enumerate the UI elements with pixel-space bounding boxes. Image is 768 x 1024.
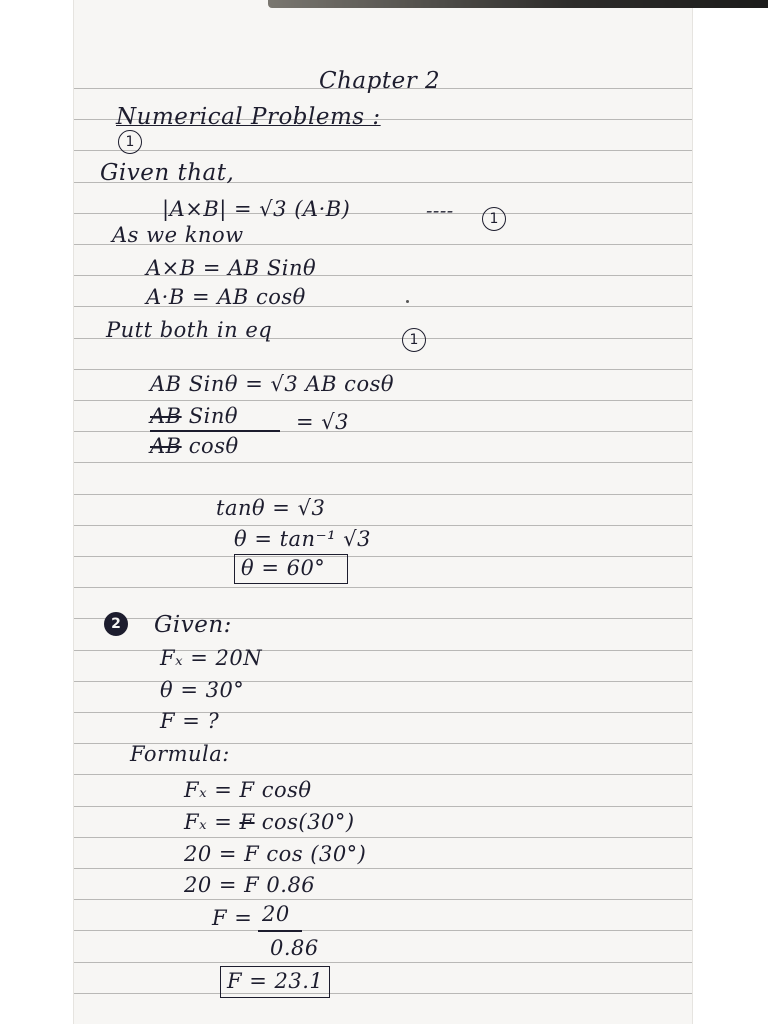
ruled-line — [74, 962, 692, 963]
problem-1-number: 1 — [118, 130, 142, 154]
fraction-2-numerator: 20 — [262, 902, 290, 926]
substitution-3: 20 = F 0.86 — [184, 873, 316, 897]
section-heading: Numerical Problems : — [116, 104, 381, 130]
fraction-2-denominator: 0.86 — [270, 936, 319, 960]
chapter-title: Chapter 2 — [319, 68, 441, 94]
equation-ref-number: 1 — [482, 207, 506, 231]
given-f: F = ? — [160, 709, 220, 733]
ruled-line — [74, 993, 692, 994]
put-equation-ref: 1 — [402, 328, 426, 352]
sub1-struck-f: F — [239, 810, 255, 834]
formula-label: Formula: — [130, 742, 230, 766]
equation-ref-dashes: ---- — [426, 200, 454, 222]
ruled-line — [74, 556, 692, 557]
fraction-equals-root3: = √3 — [296, 410, 350, 434]
ruled-line — [74, 930, 692, 931]
answer-1-box — [234, 554, 348, 584]
notebook-page — [74, 0, 692, 1024]
put-both-text: Putt both in eq — [106, 318, 273, 342]
numerator-rest: Sinθ — [181, 404, 239, 428]
ruled-line — [74, 837, 692, 838]
ruled-line — [74, 462, 692, 463]
given-fx: Fₓ = 20N — [160, 646, 263, 670]
fraction-lhs: F = — [212, 906, 253, 930]
problem-1-given-label: Given that, — [100, 160, 235, 186]
tan-equation: tanθ = √3 — [216, 496, 326, 520]
sub1-lhs: Fₓ = — [184, 810, 240, 834]
ruled-line — [74, 774, 692, 775]
cancelled-ab-denominator: AB — [150, 434, 182, 458]
problem-2-number: 2 — [104, 612, 128, 636]
substitution-2: 20 = F cos (30°) — [184, 842, 367, 866]
answer-1: θ = 60° — [241, 556, 326, 580]
ruled-line — [74, 899, 692, 900]
denominator-rest: cosθ — [181, 434, 239, 458]
fraction-bar — [150, 430, 280, 432]
cross-product-equation: A×B = AB Sinθ — [146, 256, 317, 280]
fraction-2-bar — [258, 930, 302, 932]
ruled-line — [74, 806, 692, 807]
answer-2: F = 23.1 — [227, 969, 324, 993]
ruled-line — [74, 868, 692, 869]
ruled-line — [74, 369, 692, 370]
fraction-numerator — [150, 404, 238, 428]
step1-equation: AB Sinθ = √3 AB cosθ — [150, 372, 395, 396]
ruled-line — [74, 587, 692, 588]
theta-inverse-equation: θ = tan⁻¹ √3 — [234, 527, 371, 551]
answer-2-box — [220, 966, 330, 998]
ruled-line — [74, 400, 692, 401]
ruled-line — [74, 150, 692, 151]
ruled-line — [74, 494, 692, 495]
formula-equation: Fₓ = F cosθ — [184, 778, 312, 802]
sub1-rest: cos(30°) — [254, 810, 355, 834]
problem-1-given-equation: |A×B| = √3 (A·B) — [162, 197, 351, 221]
problem-2-given-label: Given: — [154, 612, 232, 638]
top-edge-shadow — [268, 0, 768, 8]
dot-product-equation: A·B = AB cosθ — [146, 285, 306, 309]
substitution-1 — [184, 810, 355, 834]
ruled-line — [74, 525, 692, 526]
fraction-denominator — [150, 434, 239, 458]
as-we-know-text: As we know — [112, 223, 244, 247]
ink-dot — [406, 300, 409, 303]
cancelled-ab-numerator: AB — [150, 404, 182, 428]
given-theta: θ = 30° — [160, 678, 245, 702]
